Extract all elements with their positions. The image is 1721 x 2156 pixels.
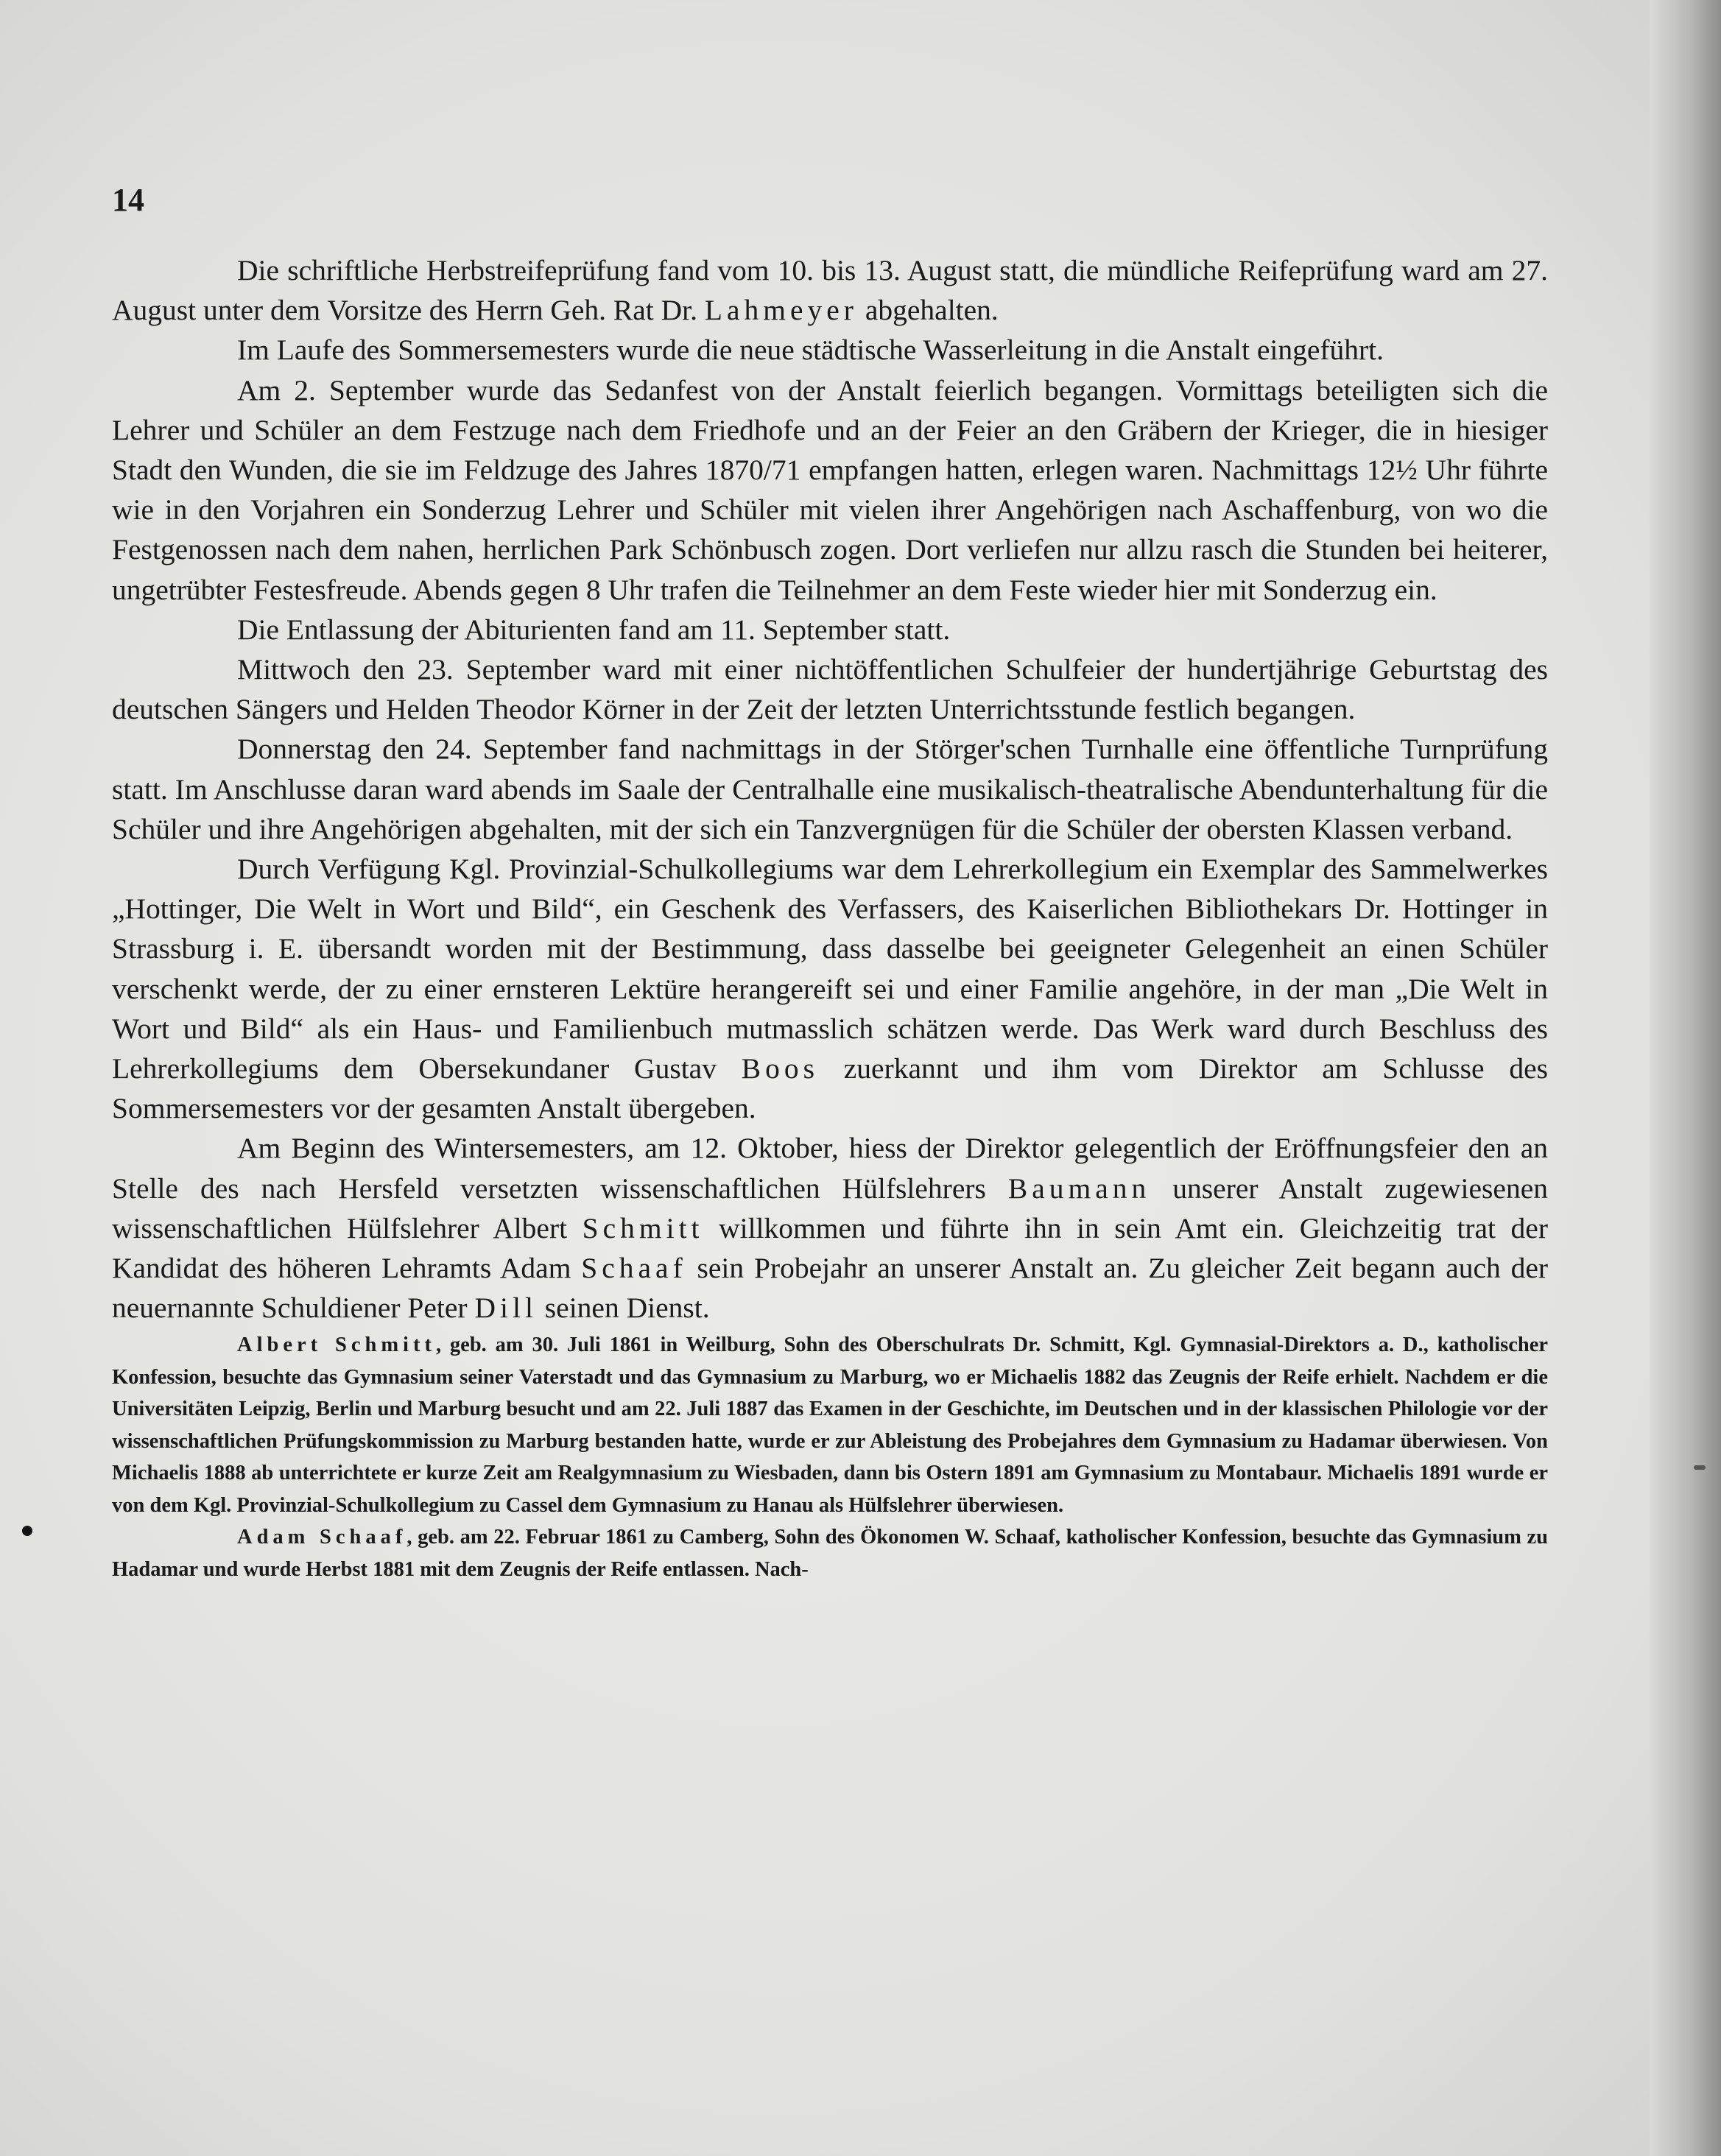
- paragraph-text: zuerkannt und ihm vom Direktor am Schlusse des Sommersemesters vor der gesamten Anstalt übergeben.: [112, 1052, 1548, 1125]
- paragraph-text: Durch Verfügung Kgl. Provinzial-Schulkollegiums war dem Lehrerkollegium ein Exemplar des Sammelwerkes „Hottinger, Die Welt in Wort und Bild“, ein Geschenk des Verfassers, des Kaiserlichen Bibliothekars Dr. Hottinger in Strassburg i. E. übersandt worden mit der Bestimmung, dass dasselbe bei geeigneter Gelegenheit an einen Schüler verschenkt werde, der zu einer ernsteren Lektüre herangereift sei und einer Familie angehöre, in der man „Die Welt in Wort und Bild“ als ein Haus- und Familienbuch mutmasslich schätzen werde. Das Werk ward durch Beschluss des Lehrerkollegiums dem Obersekundaner Gustav: [112, 853, 1548, 1085]
- note-adam-schaaf: [112, 1521, 1548, 1585]
- spaced-name: Adam Schaaf: [237, 1526, 407, 1549]
- spaced-name: Albert Schmitt: [237, 1334, 436, 1357]
- margin-dash-mark: [1694, 1465, 1706, 1470]
- spaced-name: Boos: [741, 1052, 819, 1085]
- spaced-name: Lahmeyer: [704, 294, 858, 327]
- spaced-name: Baumann: [1007, 1172, 1151, 1205]
- page-number: 14: [112, 182, 144, 218]
- paragraph-hottinger: [112, 849, 1548, 1128]
- paragraph-text: Donnerstag den 24. September fand nachmittags in der Störger'schen Turnhalle eine öffentliche Turnprüfung statt. Im Anschlusse daran ward abends im Saale der Centralhalle eine musikalisch-theatralische Abendunterhaltung für die Schüler und ihre Angehörigen abgehalten, mit der sich ein Tanzvergnügen für die Schüler der obersten Klassen verband.: [112, 733, 1548, 845]
- paragraph-wasserleitung: [112, 330, 1548, 370]
- paragraph-text: sein Probejahr an unserer Anstalt an. Zu gleicher Zeit begann auch der neuernannte Schuldiener Peter: [112, 1252, 1549, 1325]
- paragraph-text: abgehalten.: [857, 294, 999, 327]
- paragraph-wintersemester: [112, 1128, 1548, 1328]
- paragraph-turnpruefung: [112, 729, 1548, 849]
- note-text: , geb. am 30. Juli 1861 in Weilburg, Sohn des Oberschulrats Dr. Schmitt, Kgl. Gymnasial-Direktors a. D., katholischer Konfession, besuchte das Gymnasium seiner Vaterstadt und das Gymnasium zu Marburg, wo er Michaelis 1882 das Zeugnis der Reife erhielt. Nachdem er die Universitäten Leipzig, Berlin und Marburg besucht und am 22. Juli 1887 das Examen in der Geschichte, im Deutschen und in der klassischen Philologie vor der wissenschaftlichen Prüfungskommission zu Marburg bestanden hatte, wurde er zur Ableistung des Probejahres dem Gymnasium zu Hadamar überwiesen. Von Michaelis 1888 ab unterrichtete er kurze Zeit am Realgymnasium zu Wiesbaden, dann bis Ostern 1891 am Gymnasium zu Montabaur. Michaelis 1891 wurde er von dem Kgl. Provinzial-Schulkollegium zu Cassel dem Gymnasium zu Hanau als Hülfslehrer überwiesen.: [112, 1334, 1548, 1517]
- paragraph-text: Im Laufe des Sommersemesters wurde die neue städtische Wasserleitung in die Anstalt eingeführt.: [237, 334, 1384, 367]
- paragraph-text: Mittwoch den 23. September ward mit einer nichtöffentlichen Schulfeier der hundertjährige Geburtstag des deutschen Sängers und Helden Theodor Körner in der Zeit der letzten Unterrichtsstunde festlich begangen.: [112, 653, 1548, 726]
- page-fold-shadow: [1650, 0, 1721, 2156]
- note-text: , geb. am 22. Februar 1861 zu Camberg, Sohn des Ökonomen W. Schaaf, katholischer Konfession, besuchte das Gymnasium zu Hadamar und wurde Herbst 1881 mit dem Zeugnis der Reife entlassen. Nach-: [112, 1526, 1548, 1581]
- paragraph-text: seinen Dienst.: [537, 1292, 710, 1325]
- paragraph-reifepruefung: [112, 250, 1548, 330]
- body-text: [112, 250, 1548, 1585]
- spaced-name: Dill: [474, 1292, 538, 1325]
- paragraph-koerner: [112, 649, 1548, 729]
- paragraph-text: Am Beginn des Wintersemesters, am 12. Oktober, hiess der Direktor gelegentlich der Eröffnungsfeier den an Stelle des nach Hersfeld versetzten wissenschaftlichen Hülfslehrers: [112, 1132, 1548, 1205]
- spaced-name: Schmitt: [582, 1211, 704, 1244]
- paragraph-text: Die schriftliche Herbstreifeprüfung fand vom 10. bis 13. August statt, die mündliche Reifeprüfung ward am 27. August unter dem Vorsitze des Herrn Geh. Rat Dr.: [112, 254, 1548, 327]
- spaced-name: Schaaf: [581, 1252, 687, 1285]
- margin-dot-mark: [22, 1526, 32, 1536]
- note-albert-schmitt: [112, 1329, 1548, 1521]
- paragraph-entlassung: [112, 610, 1548, 649]
- paragraph-text: Am 2. September wurde das Sedanfest von der Anstalt feierlich begangen. Vormittags beteiligten sich die Lehrer und Schüler an dem Festzuge nach dem Friedhofe und an der Feier an den Gräbern der Krieger, die in hiesiger Stadt den Wunden, die sie im Feldzuge des Jahres 1870/71 empfangen hatten, erlegen waren. Nachmittags 12½ Uhr führte wie in den Vorjahren ein Sonderzug Lehrer und Schüler mit vielen ihrer Angehörigen nach Aschaffenburg, von wo die Festgenossen nach dem nahen, herrlichen Park Schönbusch zogen. Dort verliefen nur allzu rasch die Stunden bei heiterer, ungetrübter Festesfreude. Abends gegen 8 Uhr trafen die Teilnehmer an dem Feste wieder hier mit Sonderzug ein.: [112, 373, 1548, 606]
- paragraph-text: unserer Anstalt zugewiesenen wissenschaftlichen Hülfslehrer Albert: [112, 1172, 1548, 1244]
- paragraph-sedanfest: [112, 370, 1548, 610]
- paragraph-text: Die Entlassung der Abiturienten fand am 11. September statt.: [237, 613, 951, 646]
- paragraph-text: willkommen und führte ihn in sein Amt ein. Gleichzeitig trat der Kandidat des höheren Lehramts Adam: [112, 1211, 1548, 1285]
